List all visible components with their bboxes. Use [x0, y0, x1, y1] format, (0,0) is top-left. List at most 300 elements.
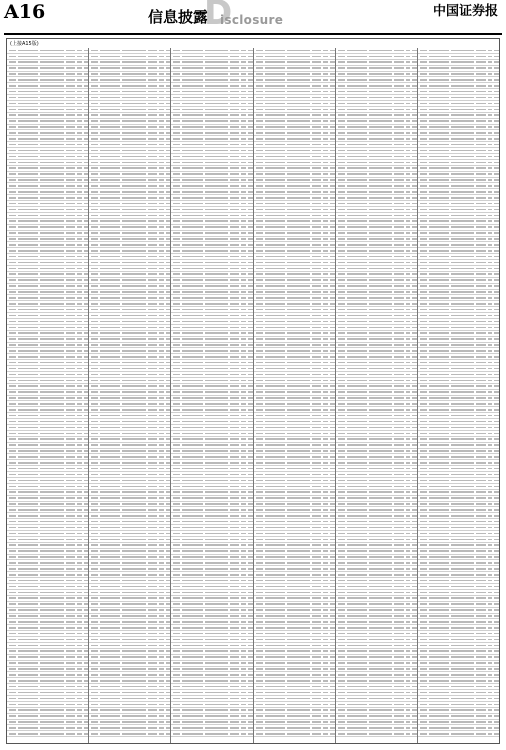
- illegible-cell: [347, 645, 367, 647]
- illegible-cell: [256, 380, 263, 382]
- illegible-cell: [159, 167, 164, 169]
- illegible-cell: [494, 91, 499, 93]
- illegible-cell: [159, 279, 164, 281]
- illegible-cell: [230, 97, 239, 99]
- illegible-cell: [9, 303, 16, 305]
- illegible-cell: [265, 109, 285, 111]
- illegible-cell: [420, 539, 427, 541]
- illegible-cell: [488, 403, 493, 405]
- illegible-cell: [287, 550, 310, 552]
- illegible-cell: [347, 621, 367, 623]
- illegible-cell: [77, 374, 82, 376]
- illegible-cell: [338, 427, 345, 429]
- illegible-cell: [406, 686, 411, 688]
- illegible-cell: [330, 56, 335, 58]
- illegible-cell: [406, 539, 411, 541]
- illegible-cell: [248, 321, 253, 323]
- illegible-cell: [394, 450, 403, 452]
- illegible-cell: [347, 627, 367, 629]
- illegible-cell: [476, 433, 485, 435]
- illegible-cell: [488, 56, 493, 58]
- illegible-cell: [429, 126, 449, 128]
- illegible-cell: [9, 509, 16, 511]
- illegible-cell: [18, 509, 38, 511]
- illegible-cell: [429, 597, 449, 599]
- illegible-cell: [248, 279, 253, 281]
- illegible-cell: [323, 291, 328, 293]
- illegible-cell: [230, 285, 239, 287]
- illegible-cell: [323, 680, 328, 682]
- illegible-cell: [205, 491, 228, 493]
- illegible-cell: [40, 50, 63, 52]
- illegible-cell: [173, 103, 180, 105]
- illegible-cell: [369, 497, 392, 499]
- illegible-cell: [476, 397, 485, 399]
- illegible-cell: [230, 721, 239, 723]
- illegible-cell: [40, 639, 63, 641]
- illegible-cell: [287, 615, 310, 617]
- illegible-cell: [205, 103, 228, 105]
- illegible-cell: [394, 273, 403, 275]
- illegible-cell: [77, 438, 82, 440]
- illegible-cell: [205, 303, 228, 305]
- illegible-cell: [312, 132, 321, 134]
- illegible-cell: [420, 273, 427, 275]
- illegible-cell: [287, 50, 310, 52]
- illegible-cell: [488, 167, 493, 169]
- illegible-cell: [122, 603, 145, 605]
- illegible-cell: [122, 244, 145, 246]
- illegible-cell: [265, 568, 285, 570]
- illegible-cell: [182, 203, 202, 205]
- illegible-cell: [159, 550, 164, 552]
- illegible-cell: [420, 662, 427, 664]
- illegible-cell: [122, 433, 145, 435]
- illegible-cell: [287, 103, 310, 105]
- illegible-cell: [166, 527, 171, 529]
- illegible-cell: [166, 503, 171, 505]
- illegible-cell: [338, 67, 345, 69]
- illegible-cell: [429, 486, 449, 488]
- illegible-cell: [241, 568, 246, 570]
- illegible-cell: [40, 603, 63, 605]
- illegible-cell: [420, 56, 427, 58]
- illegible-cell: [420, 368, 427, 370]
- illegible-cell: [347, 680, 367, 682]
- illegible-cell: [248, 103, 253, 105]
- illegible-cell: [84, 285, 89, 287]
- illegible-cell: [100, 615, 120, 617]
- illegible-cell: [182, 238, 202, 240]
- illegible-cell: [369, 132, 392, 134]
- illegible-cell: [166, 103, 171, 105]
- illegible-cell: [476, 409, 485, 411]
- illegible-cell: [323, 592, 328, 594]
- illegible-cell: [451, 61, 474, 63]
- illegible-cell: [323, 150, 328, 152]
- illegible-cell: [122, 586, 145, 588]
- illegible-cell: [287, 179, 310, 181]
- illegible-cell: [182, 126, 202, 128]
- illegible-cell: [100, 156, 120, 158]
- illegible-cell: [84, 362, 89, 364]
- illegible-cell: [148, 191, 157, 193]
- illegible-cell: [166, 61, 171, 63]
- illegible-cell: [182, 114, 202, 116]
- illegible-cell: [494, 332, 499, 334]
- illegible-cell: [265, 580, 285, 582]
- illegible-cell: [369, 91, 392, 93]
- illegible-cell: [84, 238, 89, 240]
- illegible-cell: [84, 220, 89, 222]
- illegible-cell: [66, 421, 75, 423]
- illegible-cell: [420, 162, 427, 164]
- illegible-cell: [122, 156, 145, 158]
- illegible-cell: [91, 521, 98, 523]
- illegible-cell: [488, 73, 493, 75]
- illegible-cell: [205, 433, 228, 435]
- illegible-cell: [91, 568, 98, 570]
- illegible-cell: [40, 562, 63, 564]
- illegible-cell: [148, 50, 157, 52]
- illegible-cell: [77, 491, 82, 493]
- illegible-cell: [369, 597, 392, 599]
- illegible-cell: [429, 491, 449, 493]
- illegible-cell: [412, 621, 417, 623]
- illegible-cell: [40, 197, 63, 199]
- illegible-cell: [248, 391, 253, 393]
- illegible-cell: [256, 686, 263, 688]
- illegible-cell: [91, 668, 98, 670]
- illegible-cell: [369, 544, 392, 546]
- illegible-cell: [241, 191, 246, 193]
- illegible-cell: [256, 179, 263, 181]
- illegible-cell: [230, 273, 239, 275]
- illegible-cell: [241, 197, 246, 199]
- illegible-cell: [159, 709, 164, 711]
- illegible-cell: [394, 73, 403, 75]
- illegible-cell: [488, 291, 493, 293]
- illegible-cell: [476, 332, 485, 334]
- illegible-cell: [40, 156, 63, 158]
- illegible-cell: [420, 244, 427, 246]
- illegible-cell: [205, 220, 228, 222]
- illegible-cell: [323, 109, 328, 111]
- illegible-cell: [18, 444, 38, 446]
- illegible-cell: [476, 550, 485, 552]
- illegible-cell: [338, 315, 345, 317]
- illegible-cell: [230, 427, 239, 429]
- illegible-cell: [347, 403, 367, 405]
- illegible-cell: [476, 238, 485, 240]
- illegible-cell: [451, 220, 474, 222]
- illegible-cell: [323, 597, 328, 599]
- illegible-cell: [248, 262, 253, 264]
- illegible-cell: [205, 533, 228, 535]
- illegible-cell: [323, 144, 328, 146]
- illegible-cell: [18, 321, 38, 323]
- illegible-cell: [122, 79, 145, 81]
- illegible-cell: [40, 179, 63, 181]
- illegible-cell: [66, 674, 75, 676]
- illegible-cell: [18, 450, 38, 452]
- illegible-cell: [9, 244, 16, 246]
- illegible-cell: [451, 79, 474, 81]
- illegible-cell: [84, 297, 89, 299]
- illegible-cell: [330, 385, 335, 387]
- illegible-cell: [241, 61, 246, 63]
- illegible-cell: [406, 385, 411, 387]
- illegible-cell: [287, 297, 310, 299]
- illegible-cell: [40, 574, 63, 576]
- illegible-cell: [173, 686, 180, 688]
- illegible-cell: [241, 486, 246, 488]
- illegible-cell: [312, 203, 321, 205]
- illegible-cell: [91, 480, 98, 482]
- illegible-cell: [40, 468, 63, 470]
- illegible-cell: [100, 185, 120, 187]
- illegible-cell: [394, 668, 403, 670]
- illegible-cell: [494, 109, 499, 111]
- illegible-cell: [159, 85, 164, 87]
- illegible-cell: [429, 209, 449, 211]
- illegible-cell: [148, 362, 157, 364]
- illegible-cell: [406, 85, 411, 87]
- illegible-cell: [159, 297, 164, 299]
- illegible-cell: [148, 61, 157, 63]
- illegible-cell: [91, 327, 98, 329]
- illegible-cell: [66, 162, 75, 164]
- illegible-cell: [265, 733, 285, 735]
- illegible-cell: [77, 203, 82, 205]
- illegible-cell: [394, 120, 403, 122]
- illegible-cell: [166, 97, 171, 99]
- illegible-cell: [369, 568, 392, 570]
- illegible-cell: [429, 503, 449, 505]
- illegible-cell: [18, 374, 38, 376]
- illegible-cell: [338, 497, 345, 499]
- illegible-cell: [241, 645, 246, 647]
- illegible-cell: [100, 521, 120, 523]
- illegible-cell: [66, 244, 75, 246]
- illegible-cell: [18, 232, 38, 234]
- illegible-cell: [9, 550, 16, 552]
- illegible-cell: [100, 291, 120, 293]
- illegible-cell: [394, 574, 403, 576]
- illegible-cell: [77, 621, 82, 623]
- illegible-cell: [100, 597, 120, 599]
- illegible-cell: [369, 244, 392, 246]
- illegible-cell: [347, 132, 367, 134]
- illegible-cell: [248, 586, 253, 588]
- illegible-cell: [451, 91, 474, 93]
- illegible-cell: [476, 315, 485, 317]
- illegible-cell: [40, 350, 63, 352]
- illegible-cell: [91, 167, 98, 169]
- illegible-cell: [330, 486, 335, 488]
- illegible-cell: [494, 50, 499, 52]
- illegible-cell: [173, 656, 180, 658]
- illegible-cell: [369, 639, 392, 641]
- illegible-cell: [323, 468, 328, 470]
- illegible-cell: [230, 73, 239, 75]
- illegible-cell: [159, 727, 164, 729]
- illegible-cell: [420, 262, 427, 264]
- illegible-cell: [369, 327, 392, 329]
- illegible-cell: [406, 427, 411, 429]
- illegible-cell: [312, 67, 321, 69]
- illegible-cell: [84, 391, 89, 393]
- illegible-cell: [77, 114, 82, 116]
- illegible-cell: [323, 185, 328, 187]
- illegible-cell: [84, 503, 89, 505]
- illegible-cell: [330, 650, 335, 652]
- illegible-cell: [100, 368, 120, 370]
- illegible-cell: [429, 704, 449, 706]
- illegible-cell: [100, 67, 120, 69]
- illegible-cell: [312, 380, 321, 382]
- illegible-cell: [451, 156, 474, 158]
- illegible-cell: [394, 256, 403, 258]
- illegible-cell: [265, 721, 285, 723]
- illegible-cell: [173, 544, 180, 546]
- illegible-cell: [323, 715, 328, 717]
- illegible-cell: [230, 515, 239, 517]
- illegible-cell: [287, 73, 310, 75]
- illegible-cell: [451, 403, 474, 405]
- illegible-cell: [248, 50, 253, 52]
- illegible-cell: [205, 733, 228, 735]
- illegible-cell: [412, 97, 417, 99]
- illegible-cell: [91, 362, 98, 364]
- illegible-cell: [9, 279, 16, 281]
- illegible-cell: [40, 391, 63, 393]
- illegible-cell: [312, 273, 321, 275]
- illegible-cell: [100, 56, 120, 58]
- illegible-cell: [323, 533, 328, 535]
- illegible-cell: [494, 409, 499, 411]
- illegible-cell: [248, 633, 253, 635]
- illegible-cell: [77, 468, 82, 470]
- illegible-cell: [122, 474, 145, 476]
- illegible-cell: [122, 321, 145, 323]
- illegible-cell: [494, 309, 499, 311]
- illegible-cell: [488, 179, 493, 181]
- illegible-cell: [9, 332, 16, 334]
- illegible-cell: [323, 344, 328, 346]
- illegible-cell: [265, 474, 285, 476]
- illegible-cell: [100, 103, 120, 105]
- illegible-cell: [347, 203, 367, 205]
- illegible-cell: [338, 167, 345, 169]
- illegible-cell: [369, 721, 392, 723]
- illegible-cell: [91, 126, 98, 128]
- illegible-cell: [412, 321, 417, 323]
- illegible-cell: [182, 609, 202, 611]
- illegible-cell: [406, 698, 411, 700]
- illegible-cell: [369, 527, 392, 529]
- illegible-cell: [394, 144, 403, 146]
- illegible-cell: [312, 491, 321, 493]
- illegible-cell: [323, 356, 328, 358]
- illegible-cell: [40, 403, 63, 405]
- illegible-cell: [338, 203, 345, 205]
- illegible-cell: [347, 556, 367, 558]
- illegible-cell: [429, 191, 449, 193]
- illegible-cell: [66, 515, 75, 517]
- illegible-cell: [406, 61, 411, 63]
- illegible-cell: [40, 368, 63, 370]
- illegible-cell: [476, 126, 485, 128]
- illegible-cell: [66, 562, 75, 564]
- illegible-cell: [100, 191, 120, 193]
- illegible-cell: [18, 332, 38, 334]
- illegible-cell: [91, 79, 98, 81]
- illegible-cell: [84, 721, 89, 723]
- illegible-cell: [347, 156, 367, 158]
- illegible-cell: [77, 527, 82, 529]
- illegible-cell: [9, 220, 16, 222]
- illegible-cell: [451, 580, 474, 582]
- illegible-cell: [394, 397, 403, 399]
- illegible-cell: [91, 120, 98, 122]
- illegible-cell: [66, 268, 75, 270]
- illegible-cell: [287, 444, 310, 446]
- illegible-cell: [9, 497, 16, 499]
- illegible-cell: [287, 374, 310, 376]
- illegible-cell: [66, 397, 75, 399]
- illegible-cell: [100, 727, 120, 729]
- illegible-cell: [323, 486, 328, 488]
- illegible-cell: [347, 603, 367, 605]
- illegible-cell: [406, 462, 411, 464]
- illegible-cell: [77, 238, 82, 240]
- illegible-cell: [347, 332, 367, 334]
- illegible-cell: [256, 321, 263, 323]
- illegible-cell: [205, 315, 228, 317]
- illegible-cell: [77, 368, 82, 370]
- illegible-cell: [256, 704, 263, 706]
- illegible-cell: [91, 539, 98, 541]
- illegible-cell: [369, 256, 392, 258]
- illegible-cell: [241, 539, 246, 541]
- illegible-cell: [369, 179, 392, 181]
- illegible-cell: [494, 162, 499, 164]
- illegible-cell: [406, 444, 411, 446]
- illegible-cell: [77, 191, 82, 193]
- illegible-cell: [412, 73, 417, 75]
- illegible-cell: [248, 397, 253, 399]
- illegible-cell: [66, 544, 75, 546]
- illegible-cell: [84, 491, 89, 493]
- illegible-cell: [40, 268, 63, 270]
- illegible-cell: [476, 621, 485, 623]
- illegible-cell: [91, 338, 98, 340]
- illegible-cell: [230, 380, 239, 382]
- illegible-cell: [66, 468, 75, 470]
- illegible-cell: [66, 415, 75, 417]
- illegible-cell: [488, 491, 493, 493]
- illegible-cell: [265, 350, 285, 352]
- illegible-cell: [122, 144, 145, 146]
- illegible-cell: [100, 167, 120, 169]
- illegible-cell: [412, 332, 417, 334]
- illegible-cell: [406, 338, 411, 340]
- illegible-cell: [205, 61, 228, 63]
- illegible-cell: [394, 167, 403, 169]
- illegible-cell: [265, 73, 285, 75]
- illegible-cell: [488, 686, 493, 688]
